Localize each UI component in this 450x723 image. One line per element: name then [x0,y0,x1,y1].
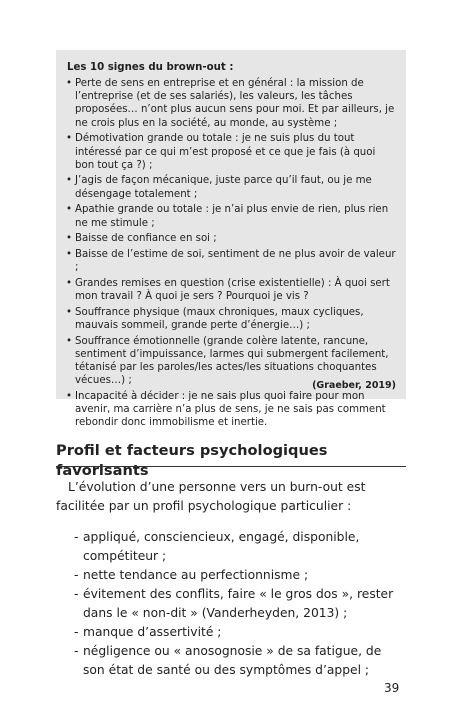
sign-item: • Souffrance physique (maux chroniques, maux cycliques, mauvais sommeil, grande perte d’énergie…) ; [65,306,397,332]
profile-factor-item: - évitement des conflits, faire « le gros dos », rester dans le « non-dit » (Vanderheyden, 2013) ; [74,585,406,623]
sign-item: • Grandes remises en question (crise existentielle) : À quoi sert mon travail ? À quoi je sers ? Pourquoi je vis ? [65,277,397,303]
sign-item: • Perte de sens en entreprise et en général : la mission de l’entreprise (et de ses salariés), les valeurs, les tâches proposées… n’ont plus aucun sens pour moi. Et par ailleurs, je ne crois plus en la société, au monde, au système ; [65,77,397,130]
sign-item: • Apathie grande ou totale : je n’ai plus envie de rien, plus rien ne me stimule ; [65,203,397,229]
intro-paragraph: L’évolution d’une personne vers un burn-out est facilitée par un profil psychologique particulier : [56,480,366,513]
section-title: Profil et facteurs psychologiques favorisants [56,442,328,479]
sign-item: • Baisse de confiance en soi ; [65,232,397,245]
brown-out-signs-box [56,50,406,429]
profile-factor-item: - manque d’assertivité ; [74,623,406,642]
sign-item: • J’agis de façon mécanique, juste parce qu’il faut, ou je me désengage totalement ; [65,174,397,200]
profile-factor-item: - appliqué, consciencieux, engagé, disponible, compétiteur ; [74,528,406,566]
brown-out-signs-list [65,77,397,430]
sign-item: • Démotivation grande ou totale : je ne suis plus du tout intéressé par ce qui m’est proposé et ce que je fais (à quoi bon tout ça ?) ; [65,132,397,172]
citation: (Graeber, 2019) [312,380,396,391]
sign-item: • Baisse de l’estime de soi, sentiment de ne plus avoir de valeur ; [65,248,397,274]
profile-factor-item: - nette tendance au perfectionnisme ; [74,566,406,585]
section-divider [56,466,406,467]
sign-item: • Souffrance émotionnelle (grande colère latente, rancune, sentiment d’impuissance, larmes qui submergent facilement, tétanisé par les paroles/les actes/les situations choquantes vécues…) ; [65,335,397,388]
box-title: Les 10 signes du brown-out : [67,62,234,73]
sign-item: • Incapacité à décider : je ne sais plus quoi faire pour mon avenir, ma carrière n’a plus de sens, je ne sais pas comment rebondir donc immobilisme et inertie. [65,390,397,430]
profile-factor-item: - négligence ou « anosognosie » de sa fatigue, de son état de santé ou des symptômes d’appel ; [74,642,406,680]
profile-factors-list [74,528,406,680]
page-number: 39 [384,681,400,695]
